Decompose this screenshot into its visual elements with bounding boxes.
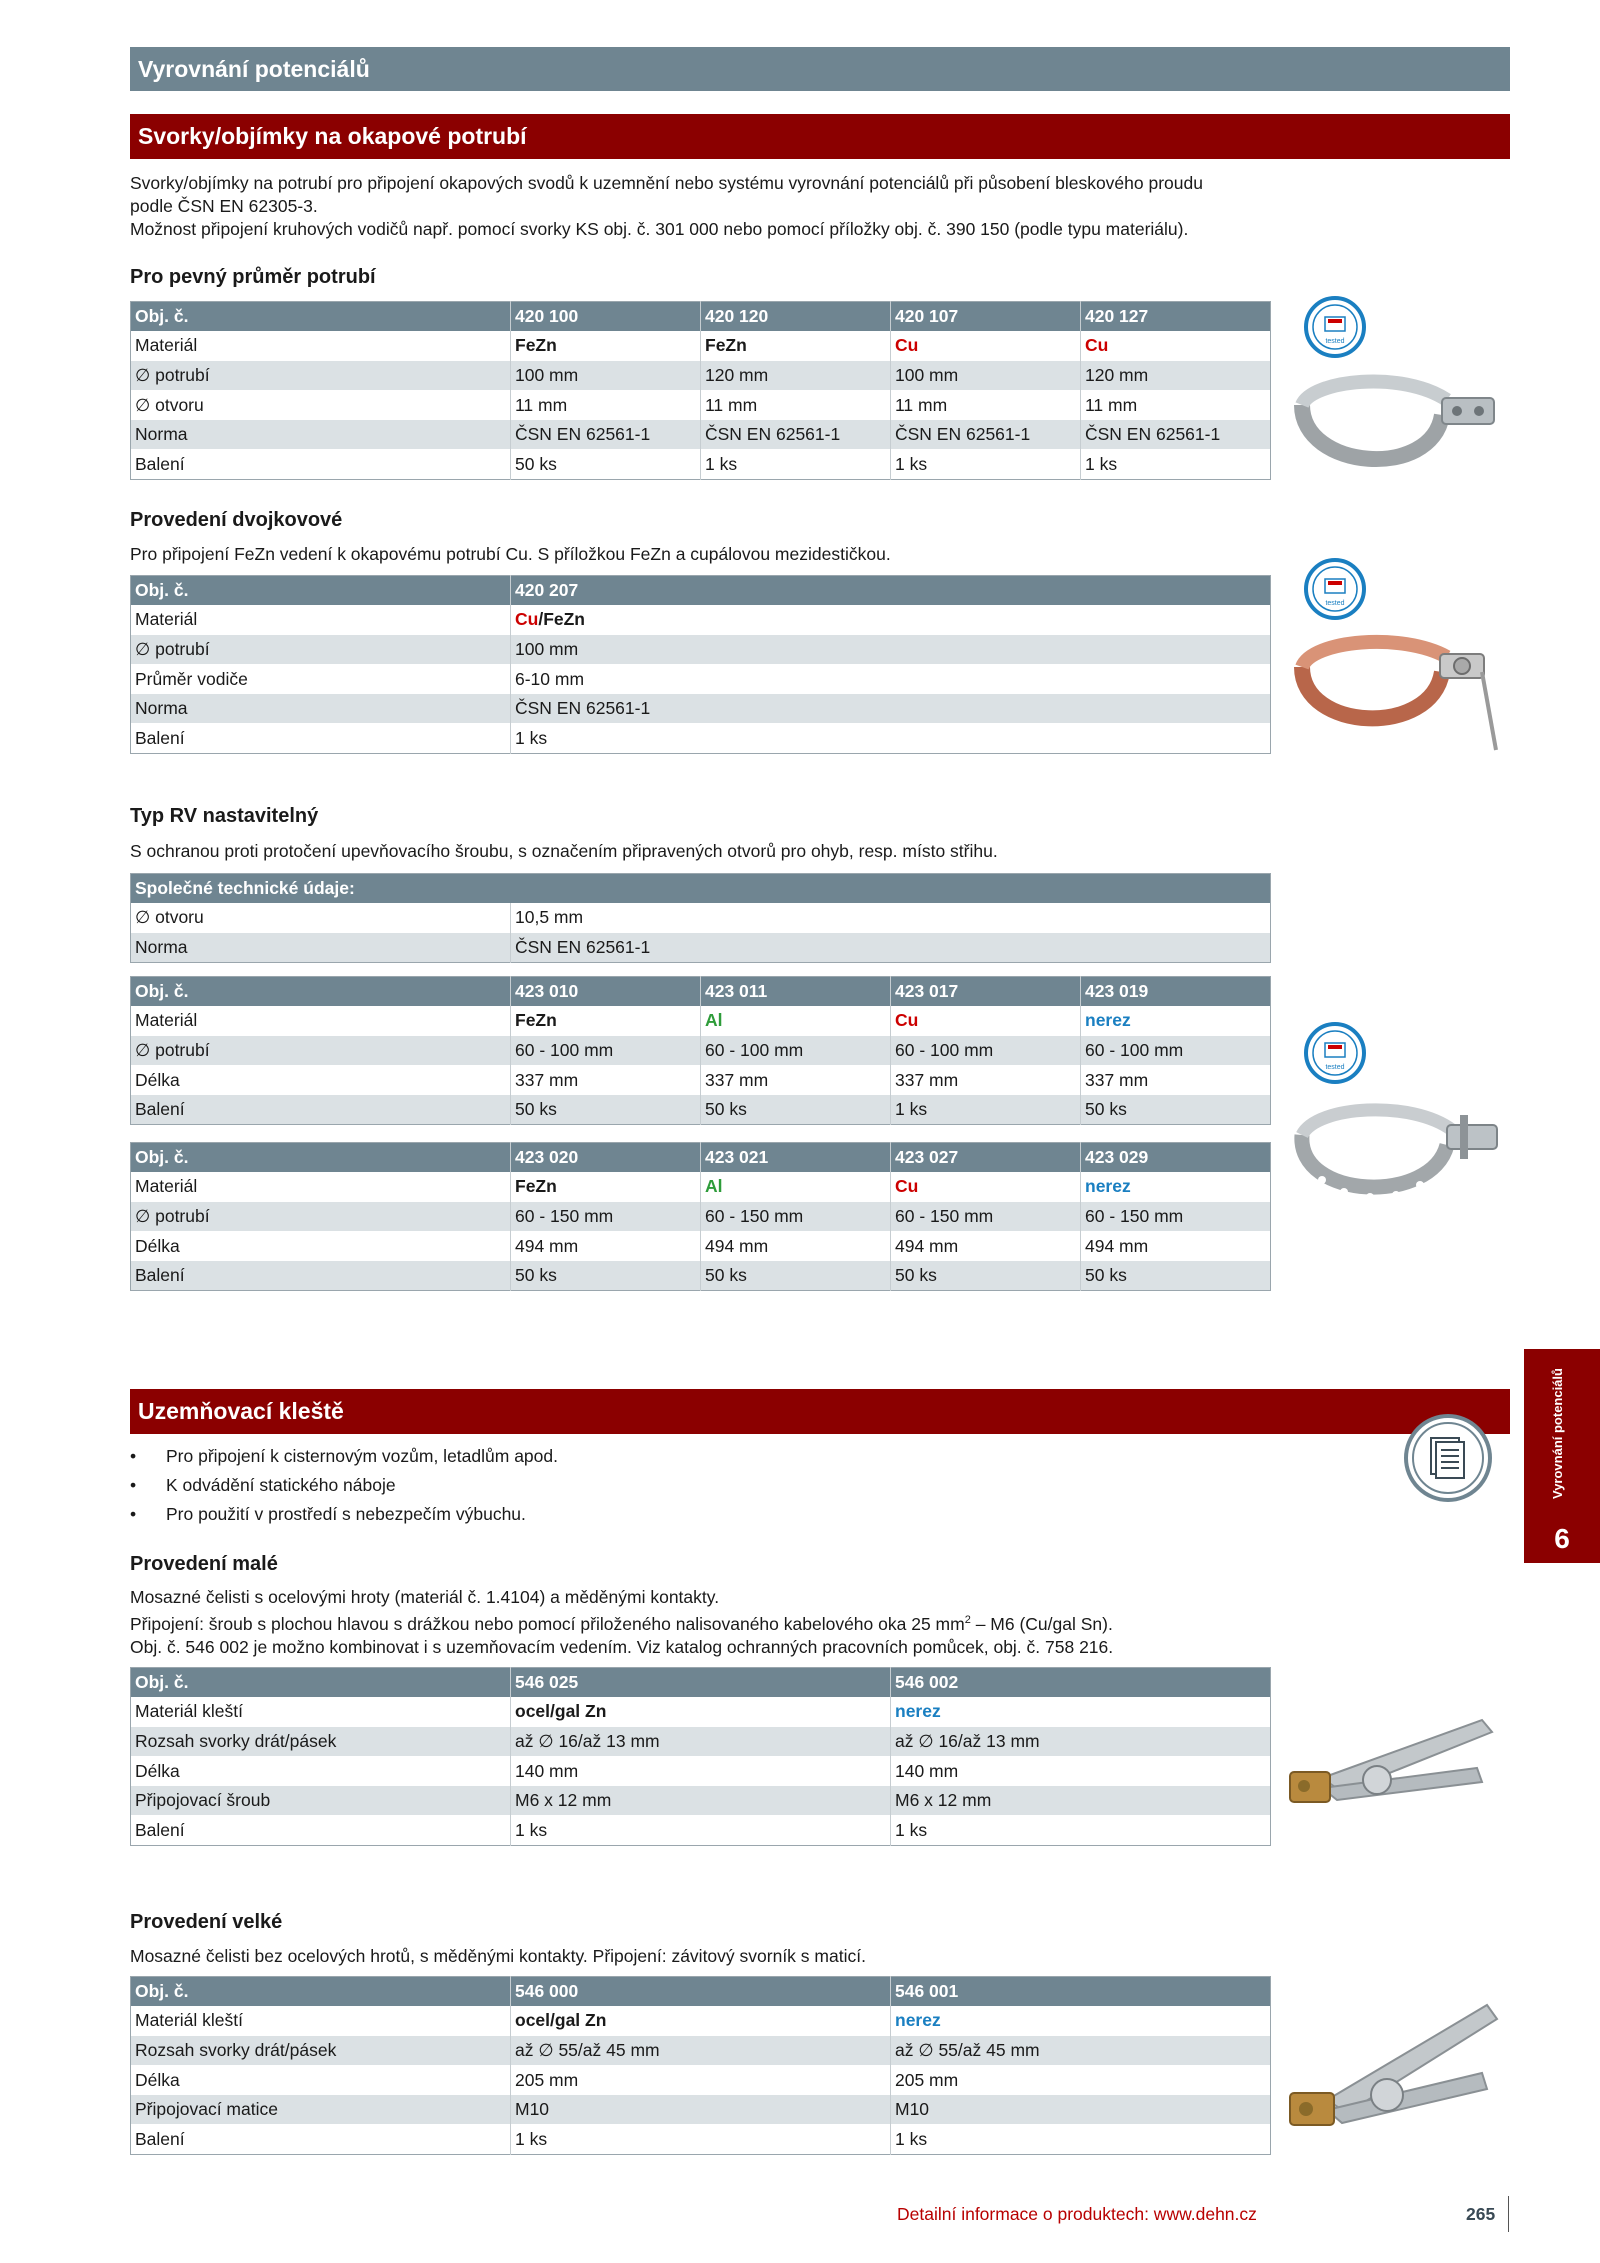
tested-badge-text: tested: [1325, 600, 1345, 607]
subsection-heading: Provedení malé: [130, 1553, 278, 1575]
table-row: Balení 50 ks 50 ks 50 ks 50 ks: [131, 1261, 1271, 1291]
table-row: Balení 1 ks 1 ks: [131, 1815, 1271, 1845]
spec-table-bimetal: [130, 575, 1271, 754]
table-row: Připojovací matice M10 M10: [131, 2095, 1271, 2125]
page-number: 265: [1466, 2204, 1496, 2224]
table-row: Balení 50 ks 1 ks 1 ks 1 ks: [131, 449, 1271, 479]
subsection-heading: Pro pevný průměr potrubí: [130, 266, 376, 288]
side-tab-number: 6: [1554, 1523, 1570, 1554]
grounding-clamp-small-image: [1282, 1700, 1507, 1830]
table-row: Rozsah svorky drát/pásek až ∅ 55/až 45 mm až ∅ 55/až 45 mm: [131, 2036, 1271, 2066]
section-title: Uzemňovací kleště: [138, 1398, 344, 1424]
document-catalog-icon: [1403, 1413, 1493, 1503]
table-row: Připojovací šroub M6 x 12 mm M6 x 12 mm: [131, 1786, 1271, 1816]
table-row: ∅ potrubí 100 mm 120 mm 100 mm 120 mm: [131, 361, 1271, 391]
section-title-bar: [130, 114, 1510, 159]
pipe-clamp-steel-image: [1282, 360, 1502, 490]
table-row: Norma ČSN EN 62561-1: [131, 933, 1271, 963]
table-header-row: Obj. č. 546 000 546 001: [131, 1977, 1271, 2007]
spec-table-rv-short: [130, 976, 1271, 1125]
subsection-text: Mosazné čelisti s ocelovými hroty (materiál č. 1.4104) a měděnými kontakty. Připojení: šroub s plochou hlavou s drážkou nebo pomocí přiloženého nalisovaného kabelového oka 25 $mm^2 - M6$ (Cu/gal Sn). Obj. č. 546 002 je možno kombinovat i s uzemňovacím vedením. Viz katalog ochranných pracovních pomůcek, obj. č. 758 216.: [130, 1587, 1114, 1657]
section-intro: Svorky/objímky na potrubí pro připojení okapových svodů k uzemnění nebo systému vyrovnání potenciálů při působení bleskového proudu podle ČSN EN 62305-3. Možnost připojení kruhových vodičů např. pomocí svorky KS obj. č. 301 000 nebo pomocí příložky obj. č. 390 150 (podle typu materiálu).: [130, 173, 1203, 239]
table-row: Délka 140 mm 140 mm: [131, 1756, 1271, 1786]
table-row: Balení 1 ks: [131, 723, 1271, 753]
table-row: ∅ otvoru 10,5 mm: [131, 903, 1271, 933]
table-row: ∅ potrubí 100 mm: [131, 635, 1271, 665]
side-tab-label: Vyrovnání potenciálů: [1550, 1368, 1565, 1500]
list-item: • K odvádění statického náboje: [130, 1471, 558, 1500]
subsection-text: Pro připojení FeZn vedení k okapovému potrubí Cu. S příložkou FeZn a cupálovou mezidestičkou.: [130, 544, 891, 564]
table-row: Materiál kleští ocel/gal Zn nerez: [131, 1697, 1271, 1727]
table-row: ∅ potrubí 60 - 150 mm 60 - 150 mm 60 - 150 mm 60 - 150 mm: [131, 1202, 1271, 1232]
list-item: • Pro připojení k cisternovým vozům, letadlům apod.: [130, 1442, 558, 1471]
spec-table-common-data: [130, 873, 1271, 963]
table-row: Norma ČSN EN 62561-1: [131, 694, 1271, 724]
list-item: • Pro použití v prostředí s nebezpečím výbuchu.: [130, 1500, 558, 1529]
subsection-text: S ochranou proti protočení upevňovacího šroubu, s označením připravených otvorů pro ohyb, resp. místo střihu.: [130, 841, 998, 861]
tested-badge-text: tested: [1325, 338, 1345, 345]
table-row: Materiál FeZn Al Cu nerez: [131, 1172, 1271, 1202]
table-row: Materiál Cu/FeZn: [131, 605, 1271, 635]
tested-badge-icon: [1303, 557, 1367, 621]
pipe-clamp-copper-image: [1282, 622, 1502, 757]
table-row: Materiál kleští ocel/gal Zn nerez: [131, 2006, 1271, 2036]
section-title-bar: [130, 1389, 1510, 1434]
grounding-clamp-large-image: [1282, 1995, 1507, 2145]
chapter-side-tab: [1524, 1349, 1600, 1563]
footer-divider: [1508, 2196, 1509, 2232]
table-row: Průměr vodiče 6-10 mm: [131, 664, 1271, 694]
footer-link[interactable]: Detailní informace o produktech: www.dehn.cz: [897, 2204, 1257, 2224]
table-header-row: Obj. č. 546 025 546 002: [131, 1668, 1271, 1698]
adjustable-clamp-image: [1282, 1085, 1507, 1220]
table-row: Délka 494 mm 494 mm 494 mm 494 mm: [131, 1231, 1271, 1261]
table-row: Materiál FeZn FeZn Cu Cu: [131, 331, 1271, 361]
subsection-heading: Provedení velké: [130, 1911, 283, 1933]
table-row: ∅ potrubí 60 - 100 mm 60 - 100 mm 60 - 100 mm 60 - 100 mm: [131, 1036, 1271, 1066]
table-row: ∅ otvoru 11 mm 11 mm 11 mm 11 mm: [131, 390, 1271, 420]
table-header-row: Obj. č. 420 100 420 120 420 107 420 127: [131, 302, 1271, 332]
subsection-heading: Provedení dvojkovové: [130, 509, 343, 531]
table-row: Balení 1 ks 1 ks: [131, 2124, 1271, 2154]
tested-badge-icon: [1303, 295, 1367, 359]
subsection-heading: Typ RV nastavitelný: [130, 805, 319, 827]
chapter-header-bar: [130, 47, 1510, 91]
table-row: Materiál FeZn Al Cu nerez: [131, 1006, 1271, 1036]
spec-table-clamp-small: [130, 1667, 1271, 1846]
table-row: Délka 337 mm 337 mm 337 mm 337 mm: [131, 1065, 1271, 1095]
table-header-row: Obj. č. 423 020 423 021 423 027 423 029: [131, 1143, 1271, 1173]
tested-badge-icon: [1303, 1021, 1367, 1085]
table-row: Norma ČSN EN 62561-1 ČSN EN 62561-1 ČSN EN 62561-1 ČSN EN 62561-1: [131, 420, 1271, 450]
table-row: Délka 205 mm 205 mm: [131, 2065, 1271, 2095]
feature-list: [130, 1442, 558, 1529]
table-row: Balení 50 ks 50 ks 1 ks 50 ks: [131, 1095, 1271, 1125]
table-header-row: Obj. č. 423 010 423 011 423 017 423 019: [131, 977, 1271, 1007]
spec-table-fixed-diameter: [130, 301, 1271, 480]
chapter-header-title: Vyrovnání potenciálů: [138, 55, 370, 82]
spec-table-clamp-large: [130, 1976, 1271, 2155]
subsection-text: Mosazné čelisti bez ocelových hrotů, s měděnými kontakty. Připojení: závitový svorník s maticí.: [130, 1946, 866, 1966]
spec-table-rv-long: [130, 1142, 1271, 1291]
table-row: Rozsah svorky drát/pásek až ∅ 16/až 13 mm až ∅ 16/až 13 mm: [131, 1727, 1271, 1757]
table-header-row: Obj. č. 420 207: [131, 576, 1271, 606]
section-title: Svorky/objímky na okapové potrubí: [138, 123, 527, 149]
tested-badge-text: tested: [1325, 1064, 1345, 1071]
table-header-row: Společné technické údaje:: [131, 874, 1271, 904]
